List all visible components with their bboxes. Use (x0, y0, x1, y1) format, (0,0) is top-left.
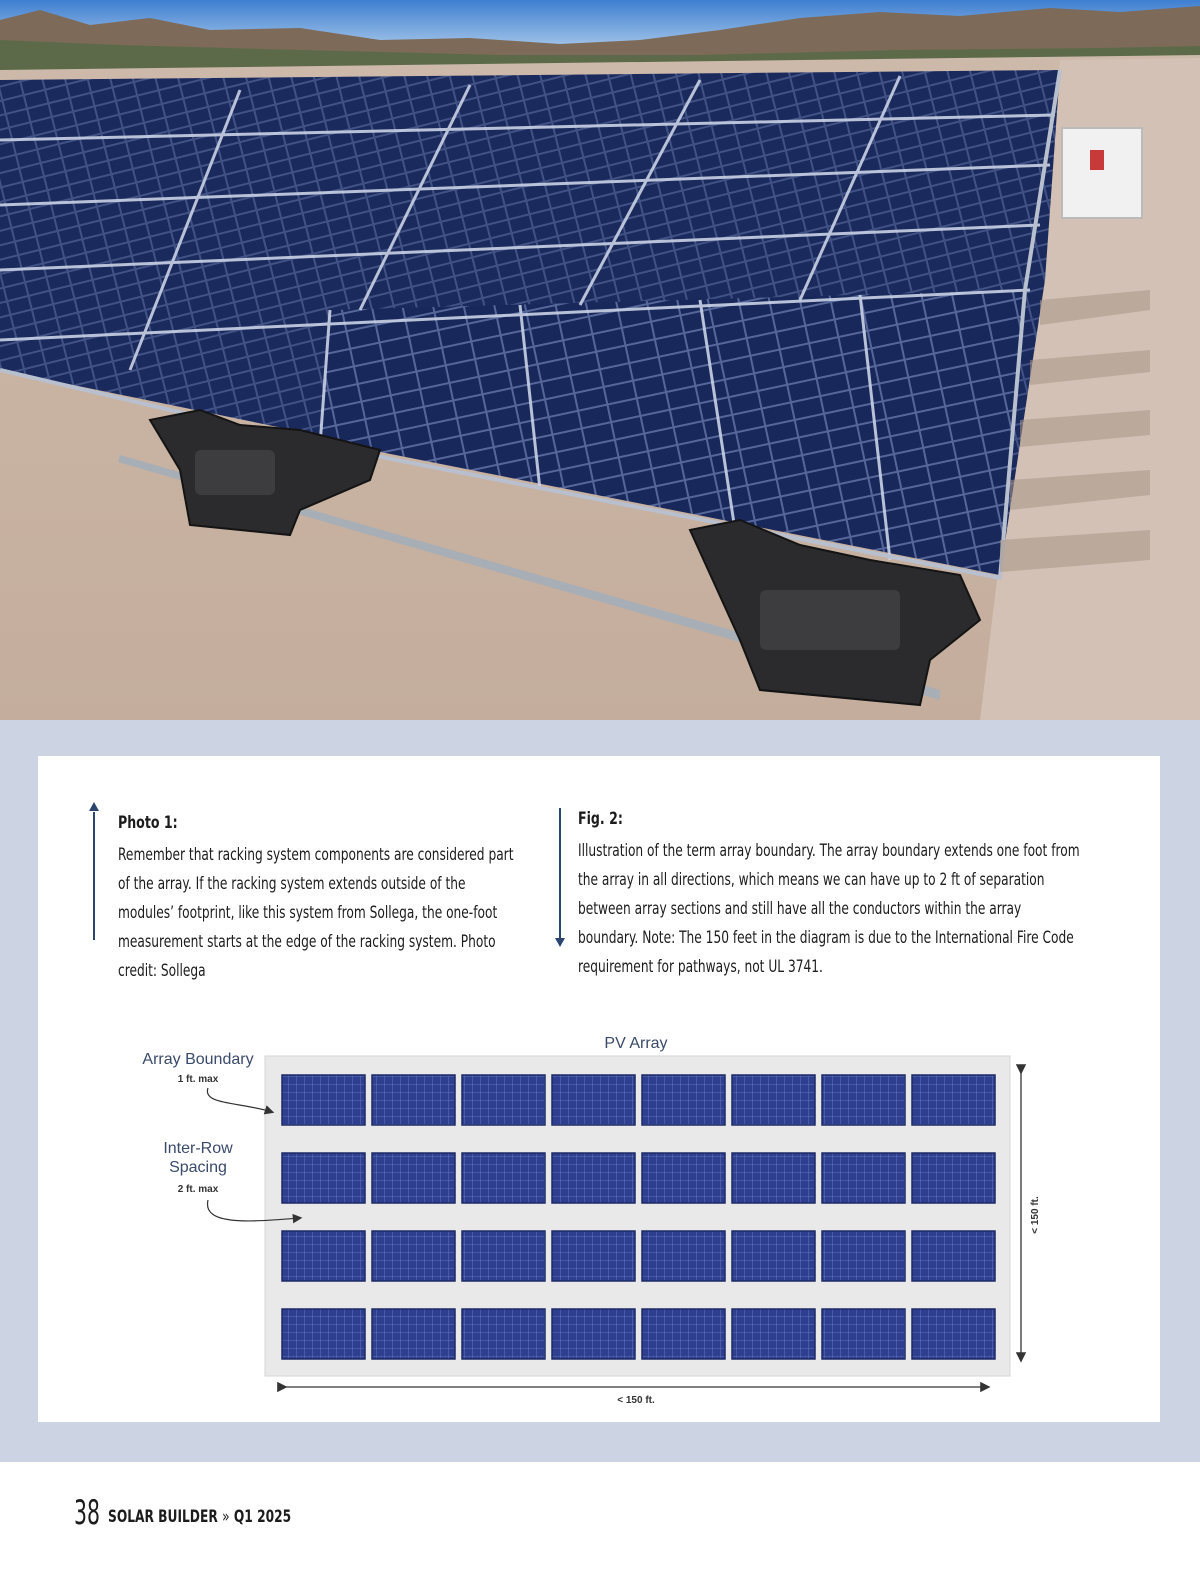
caption1-body: Remember that racking system components are considered part of the array. If the racking system extends outside of the modules’ footprint, like this system from Sollega, the one-foot measurement starts at the edge of the racking system. Photo credit: Sollega (118, 845, 514, 980)
pv-panel (822, 1075, 905, 1125)
pv-panel (822, 1231, 905, 1281)
pv-panel (372, 1309, 455, 1359)
pv-panel (372, 1075, 455, 1125)
caption2-arrow-down-icon (555, 938, 565, 947)
photo-illustration (0, 0, 1200, 720)
inter-row-label-line1: Inter-Row (163, 1140, 233, 1157)
pv-panel (732, 1075, 815, 1125)
pv-panel (732, 1153, 815, 1203)
pv-panel (642, 1153, 725, 1203)
caption2-title: Fig. 2 (578, 809, 618, 829)
caption1-arrow-line (93, 812, 95, 940)
pv-panel (732, 1309, 815, 1359)
array-boundary-label: Array Boundary (142, 1051, 254, 1068)
pv-panel (642, 1075, 725, 1125)
inter-row-note: 2 ft. max (177, 1184, 219, 1195)
pv-panel (912, 1075, 995, 1125)
pv-panel (732, 1231, 815, 1281)
pv-panel (282, 1309, 365, 1359)
publication-line (108, 1506, 291, 1528)
diagram-svg (120, 1020, 1070, 1420)
pv-panel (822, 1153, 905, 1203)
pv-panel (462, 1153, 545, 1203)
rooftop-solar-photo (0, 0, 1200, 720)
pv-panel (912, 1231, 995, 1281)
pv-panel (372, 1231, 455, 1281)
caption2-body: Illustration of the term array boundary. The array boundary extends one foot from the array in all directions, which means we can have up to 2 ft of separation between array sections and still have all the conductors within the array boundary. Note: The 150 feet in the diagram is due to the International Fire Code requirement for pathways, not UL 3741. (578, 841, 1080, 976)
pv-panel (462, 1231, 545, 1281)
height-dimension-label: < 150 ft. (1030, 1196, 1041, 1234)
figure-caption: Fig. 2: Illustration of the term array boundary. The array boundary extends one foot from the array in all directions, which means we can have up to 2 ft of separation between array sections and still have all the conductors within the array boundary. Note: The 150 feet in the diagram is due to the International Fire Code requirement for pathways, not UL 3741. (578, 808, 1083, 981)
separator: » (222, 1507, 230, 1527)
page-number: 38 (74, 1493, 100, 1533)
pv-panel (372, 1153, 455, 1203)
inter-row-label-line2: Spacing (169, 1159, 227, 1176)
pv-panel (912, 1153, 995, 1203)
caption1-title: Photo 1 (118, 813, 173, 833)
pv-panel (282, 1231, 365, 1281)
array-boundary-note: 1 ft. max (177, 1074, 219, 1085)
publication-name: SOLAR BUILDER (108, 1507, 218, 1527)
pv-panel (282, 1153, 365, 1203)
pv-panel (822, 1309, 905, 1359)
width-dimension-label: < 150 ft. (617, 1395, 655, 1406)
pv-panel (912, 1309, 995, 1359)
pv-panel (552, 1075, 635, 1125)
array-boundary-diagram (120, 1020, 1070, 1420)
pv-panel (462, 1075, 545, 1125)
caption2-arrow-line (559, 808, 561, 938)
diagram-title: PV Array (604, 1035, 668, 1052)
pv-panel (552, 1309, 635, 1359)
pv-panel (552, 1153, 635, 1203)
issue-label: Q1 2025 (233, 1507, 292, 1527)
pv-panel (462, 1309, 545, 1359)
pv-panel (282, 1075, 365, 1125)
pv-panel (552, 1231, 635, 1281)
pv-panel (642, 1309, 725, 1359)
page-footer (74, 1490, 362, 1533)
pv-panel (642, 1231, 725, 1281)
caption1-arrow-up-icon (89, 802, 99, 811)
boundary-pointer-arrow (207, 1088, 272, 1112)
photo-caption: Photo 1: Remember that racking system components are considered part of the array. If the racking system extends outside of the modules’ footprint, like this system from Sollega, the one-foot measurement starts at the edge of the racking system. Photo credit: Sollega (118, 812, 518, 985)
